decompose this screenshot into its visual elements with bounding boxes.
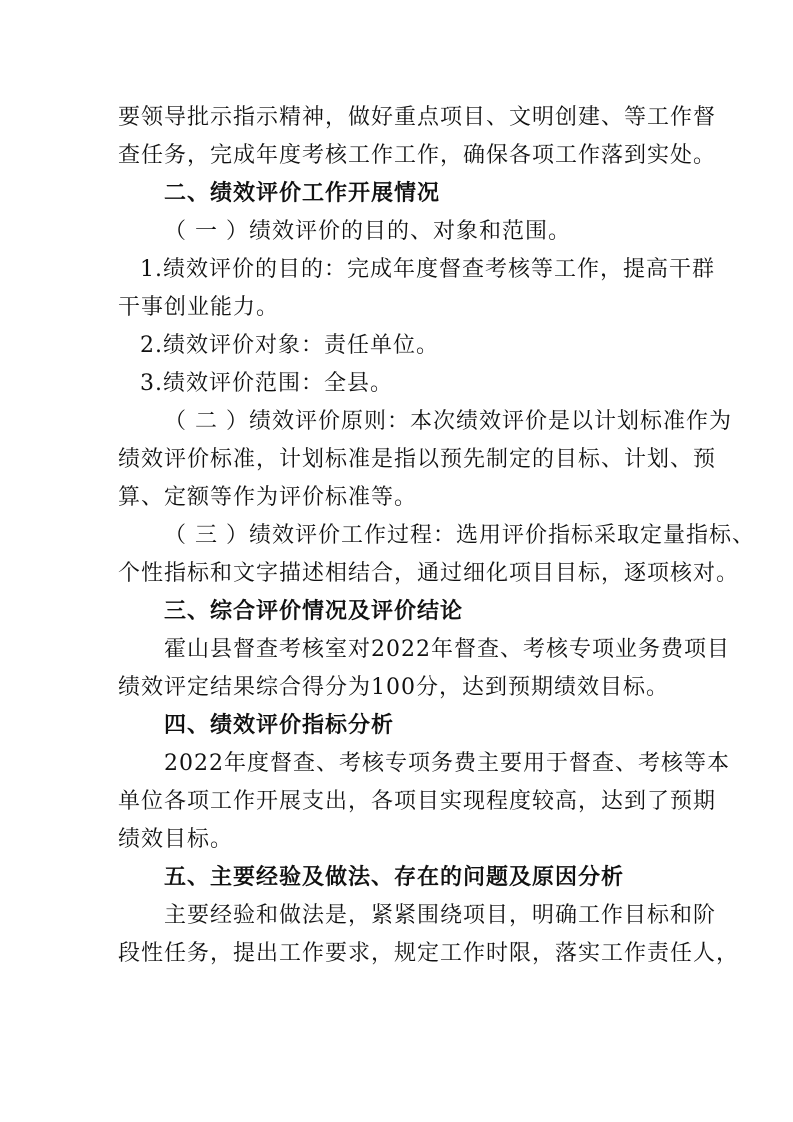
section-heading: 二、绩效评价工作开展情况 [164,181,441,206]
paragraph-line: 干事创业能力。 [118,295,280,320]
paragraph-line: 1.绩效评价的目的：完成年度督查考核等工作，提高干群 [140,257,715,282]
paragraph-line: 绩效评价标准，计划标准是指以预先制定的目标、计划、预 [118,447,717,472]
section-heading: 四、绩效评价指标分析 [164,713,395,738]
paragraph-line: 查任务，完成年度考核工作工作，确保各项工作落到实处。 [118,143,717,168]
subsection-heading: （ 一 ）绩效评价的目的、对象和范围。 [164,219,571,244]
paragraph-line: 主要经验和做法是，紧紧围绕项目，明确工作目标和阶 [164,903,717,928]
section-heading: 三、综合评价情况及评价结论 [164,599,464,624]
paragraph-line: 2022年度督查、考核专项务费主要用于督查、考核等本 [164,751,730,776]
paragraph-line: 绩效目标。 [118,827,234,852]
paragraph-line: 霍山县督查考核室对2022年督查、考核专项业务费项目 [164,637,730,662]
section-heading: 五、主要经验及做法、存在的问题及原因分析 [164,865,625,890]
paragraph-line: 段性任务，提出工作要求，规定工作时限，落实工作责任人， [118,941,740,966]
paragraph-line: 绩效评定结果综合得分为100分，达到预期绩效目标。 [118,675,669,700]
paragraph-line: （ 二 ）绩效评价原则：本次绩效评价是以计划标准作为 [164,409,732,434]
paragraph-line: 要领导批示指示精神，做好重点项目、文明创建、等工作督 [118,105,717,130]
paragraph-line: 算、定额等作为评价标准等。 [118,485,418,510]
paragraph-line: 单位各项工作开展支出，各项目实现程度较高，达到了预期 [118,789,717,814]
paragraph-line: 2.绩效评价对象：责任单位。 [140,333,439,358]
paragraph-line: 个性指标和文字描述相结合，通过细化项目目标，逐项核对。 [118,561,740,586]
paragraph-line: 3.绩效评价范围：全县。 [140,371,393,396]
paragraph-line: （ 三 ）绩效评价工作过程：选用评价指标采取定量指标、 [164,523,755,548]
